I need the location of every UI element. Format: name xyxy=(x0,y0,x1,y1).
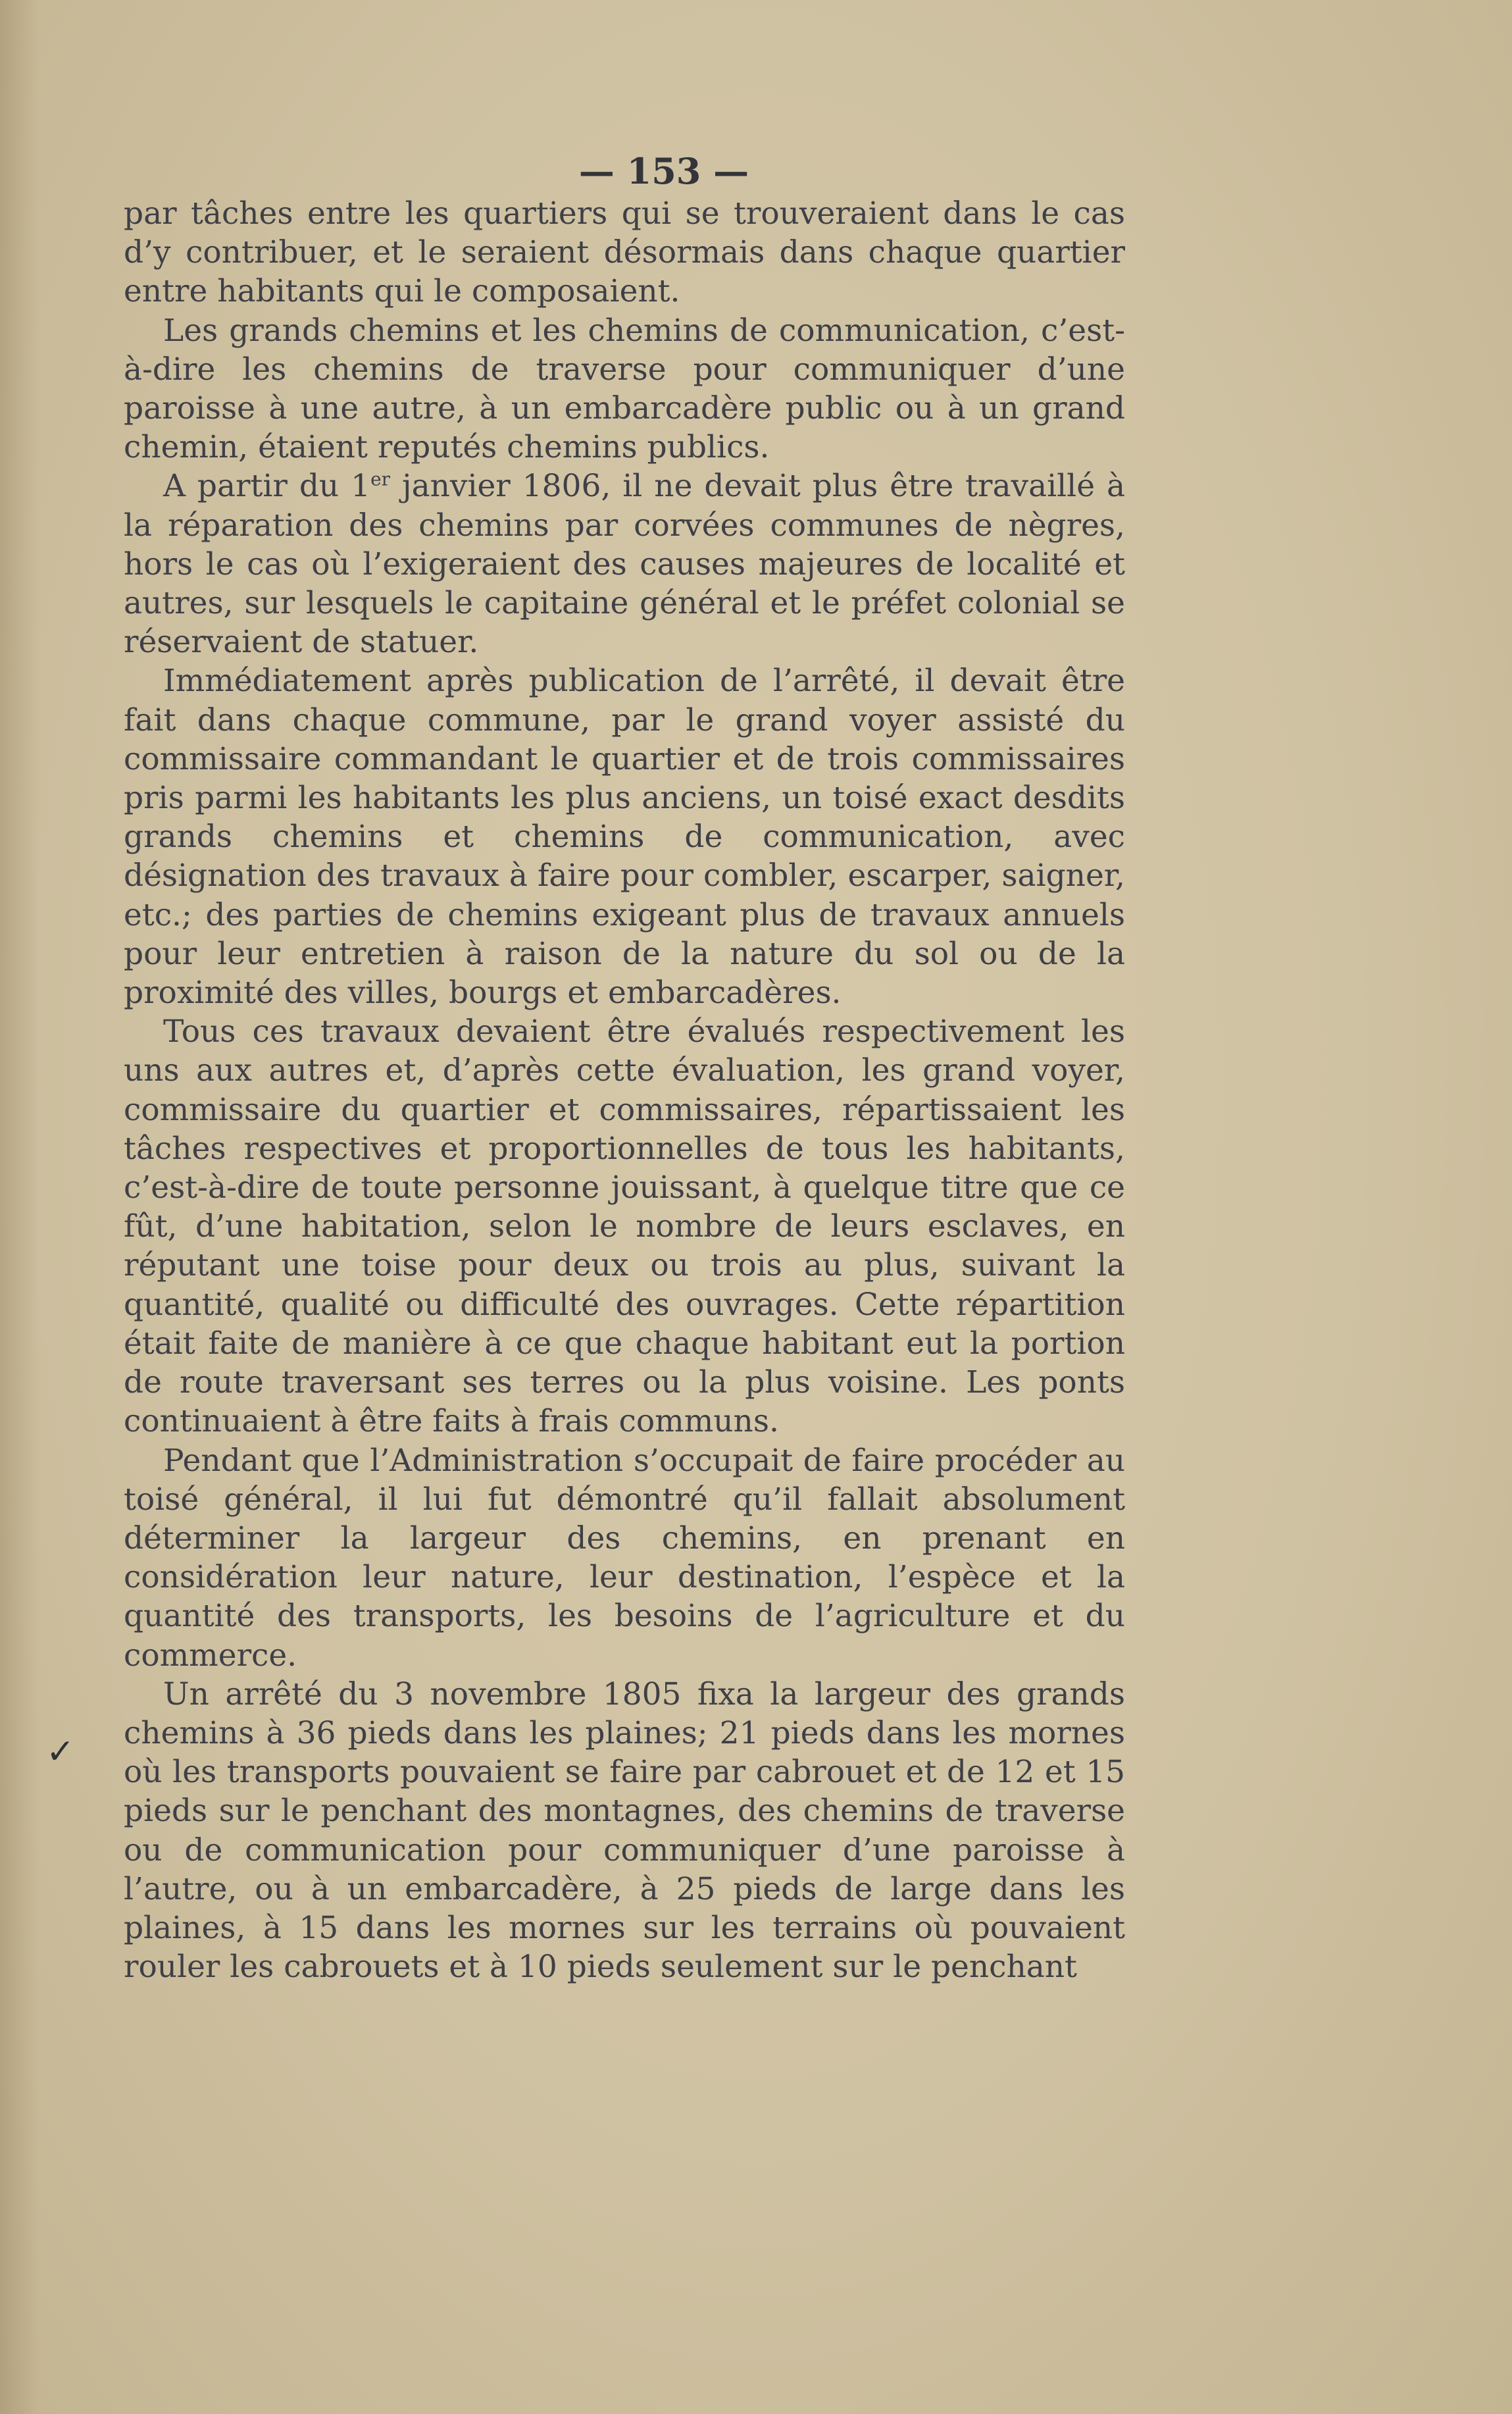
paragraph-text: Un arrêté du 3 novembre 1805 fixa la largeur des grands chemins à 36 pieds dans les plaines; 21 pieds dans les mornes où les transports pouvaient se faire par cabrouet et de 12 et 15 pieds sur le penchant des montagnes, des chemins de traverse ou de communication pour communiquer d’une paroisse à l’autre, ou à un embarcadère, à 25 pieds de large dans les plaines, à 15 dans les mornes sur les terrains où pouvaient rouler les cabrouets et à 10 pieds seulement sur le penchant xyxy=(124,1676,1125,1986)
paragraph-text: Les grands chemins et les chemins de communication, c’est-à-dire les chemins de traverse pour communiquer d’une paroisse à une autre, à un embarcadère public ou à un grand chemin, étaient reputés chemins publics. xyxy=(124,312,1125,466)
paragraph-5 xyxy=(124,1012,1125,1441)
paragraph-text: Tous ces travaux devaient être évalués respectivement les uns aux autres et, d’après cette évaluation, les grand voyer, commissaire du quartier et commissaires, répartissaient les tâches respectives et proportionnelles de tous les habitants, c’est-à-dire de toute personne jouissant, à quelque titre que ce fût, d’une habitation, selon le nombre de leurs esclaves, en réputant une toise pour deux ou trois au plus, suivant la quantité, qualité ou difficulté des ouvrages. Cette répartition était faite de manière à ce que chaque habitant eut la portion de route traversant ses terres ou la plus voisine. Les ponts continuaient à être faits à frais communs. xyxy=(124,1014,1125,1440)
paragraph-text: par tâches entre les quartiers qui se trouveraient dans le cas d’y contribuer, et le seraient désormais dans chaque quartier entre habitants qui le composaient. xyxy=(124,195,1125,310)
margin-tick-mark: ✓ xyxy=(46,1732,75,1772)
paragraph-text: A partir du 1 xyxy=(163,468,371,505)
page-edge-shadow xyxy=(0,0,39,2414)
page-number: — 153 — xyxy=(578,150,749,192)
paragraph-text: Immédiatement après publication de l’arrêté, il devait être fait dans chaque commune, par le grand voyer assisté du commissaire commandant le quartier et de trois commissaires pris parmi les habitants les plus anciens, un toisé exact desdits grands chemins et chemins de communication, avec désignation des travaux à faire pour combler, escarper, saigner, etc.; des parties de chemins exigeant plus de travaux annuels pour leur entretien à raison de la nature du sol ou de la proximité des villes, bourgs et embarcadères. xyxy=(124,663,1125,1012)
paragraph-3 xyxy=(124,467,1125,661)
paragraph-6 xyxy=(124,1441,1125,1675)
paragraph-text: janvier 1806, il ne devait plus être travaillé à la réparation des chemins par corvées communes de nègres, hors le cas où l’exigeraient des causes majeures de localité et autres, sur lesquels le capitaine général et le préfet colonial se réservaient de statuer. xyxy=(124,468,1126,661)
paragraph-7 xyxy=(124,1675,1125,1987)
body-text xyxy=(124,148,1125,1986)
ordinal-superscript: er xyxy=(370,468,391,490)
paragraph-2 xyxy=(124,311,1125,467)
paragraph-4 xyxy=(124,661,1125,1012)
paragraph-text: Pendant que l’Administration s’occupait de faire procéder au toisé général, il lui fut démontré qu’il fallait absolument déterminer la largeur des chemins, en prenant en considération leur nature, leur destination, l’espèce et la quantité des transports, les besoins de l’agriculture et du commerce. xyxy=(124,1442,1125,1674)
paragraph-1 xyxy=(124,194,1125,311)
